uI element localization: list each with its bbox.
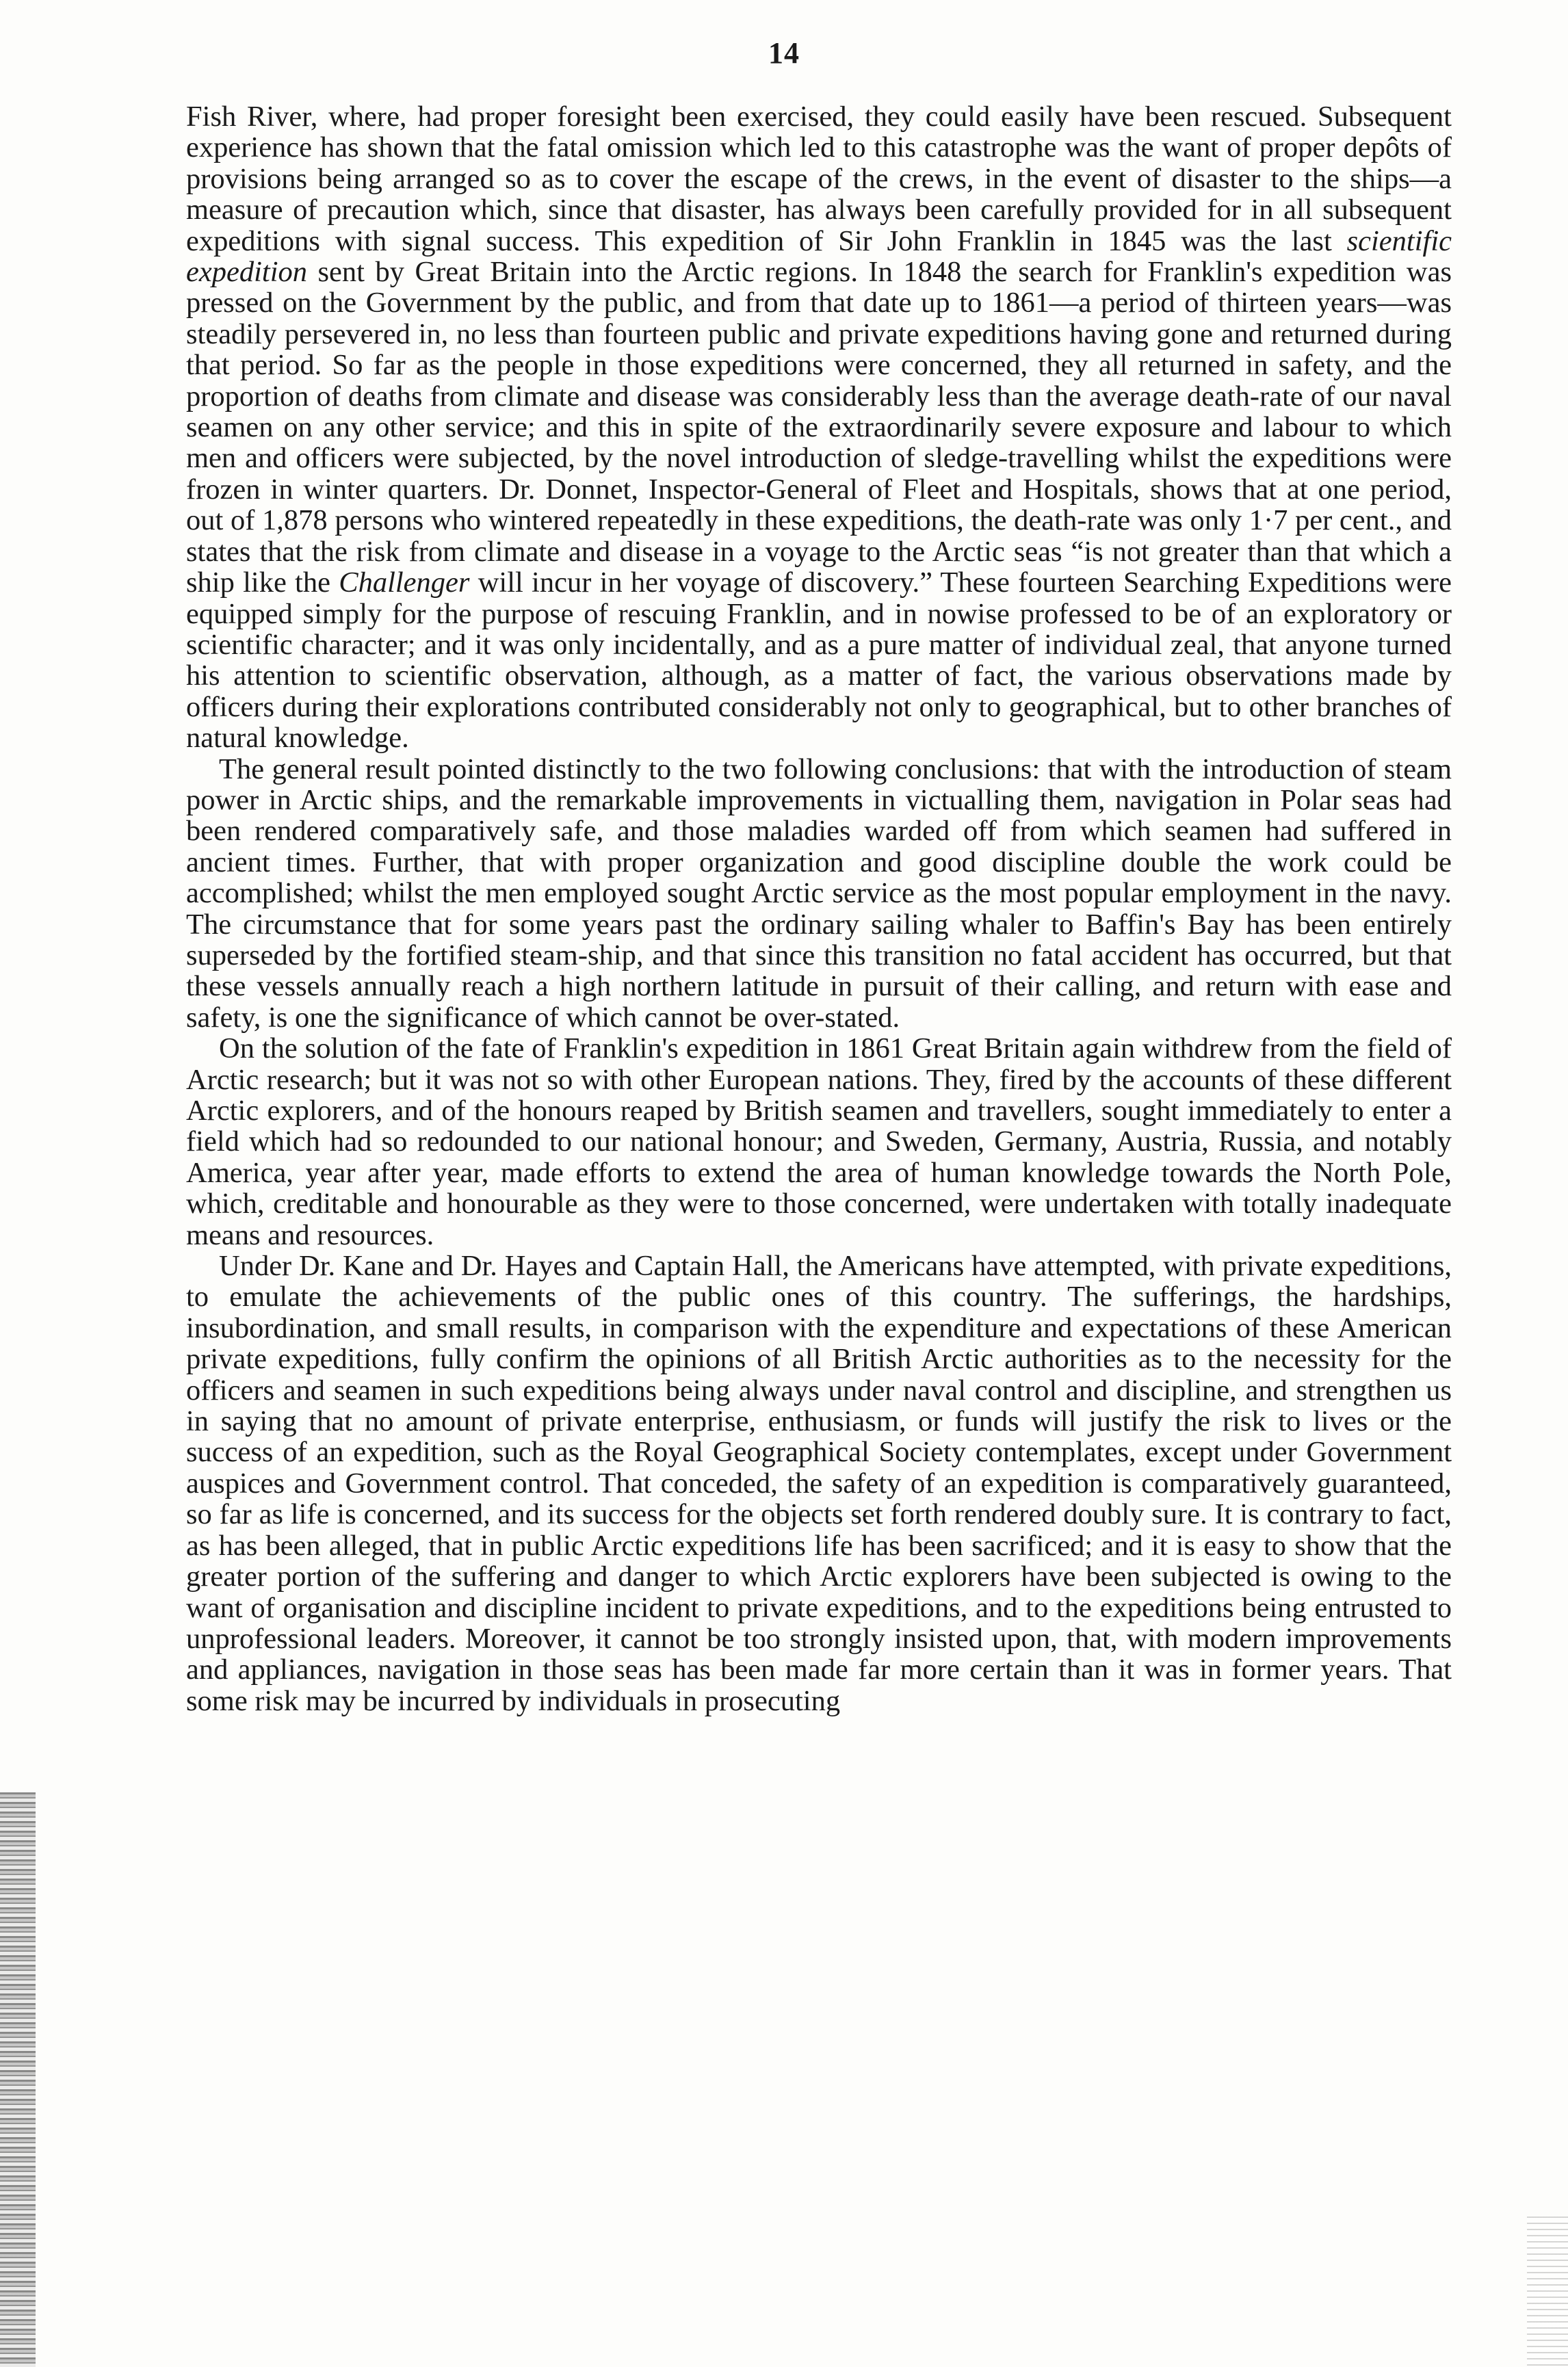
body-text bbox=[186, 101, 1452, 1716]
italic-phrase: scientific expedition bbox=[186, 224, 1452, 289]
paragraph bbox=[186, 101, 1452, 754]
text-run: will incur in her voyage of discovery.” These fourteen Searching Expeditions were equipped simply for the purpose of rescuing Franklin, and in nowise professed to be of an exploratory or scientific character; and it was only incidentally, and as a pure matter of individual zeal, that anyone turned his attention to scientific observation, although, as a matter of fact, the various observations made by officers during their explorations contributed considerably not only to geographical, but to other branches of natural knowledge. bbox=[186, 566, 1452, 755]
text-run: Fish River, where, had proper foresight been exercised, they could easily have been rescued. Subsequent experience has shown that the fatal omission which led to this catastrophe was the want of proper depôts of provisions being arranged so as to cover the escape of the crews, in the event of disaster to the ships—a measure of precaution which, since that disaster, has always been carefully provided for in all subsequent expeditions with signal success. This expedition of Sir John Franklin in 1845 was the last bbox=[186, 101, 1452, 257]
text-run: Under Dr. Kane and Dr. Hayes and Captain Hall, the Americans have attempted, with private expeditions, to emulate the achievements of the public ones of this country. The sufferings, the hardships, insubordination, and small results, in comparison with the expenditure and expectations of these American private expeditions, fully confirm the opinions of all British Arctic authorities as to the necessity for the officers and seamen in such expeditions being always under naval control and discipline, and strengthen us in saying that no amount of private enterprise, enthusiasm, or funds will justify the risk to lives or the success of an expedition, such as the Royal Geographical Society contemplates, except under Government auspices and Government control. That conceded, the safety of an expedition is comparatively guaranteed, so far as life is concerned, and its success for the objects set forth rendered doubly sure. It is contrary to fact, as has been alleged, that in public Arctic expeditions life has been sacrificed; and it is easy to show that the greater portion of the suffering and danger to which Arctic explorers have been subjected is owing to the want of organisation and discipline incident to private expeditions, and to the expeditions being entrusted to unprofessional leaders. Moreover, it cannot be too strongly insisted upon, that, with modern improvements and appliances, navigation in those seas has been made far more certain than it was in former years. That some risk may be incurred by individuals in prosecuting bbox=[186, 1250, 1452, 1717]
text-run: On the solution of the fate of Franklin's expedition in 1861 Great Britain again withdrew from the field of Arctic research; but it was not so with other European nations. They, fired by the accounts of these different Arctic explorers, and of the honours reaped by British seamen and travellers, sought immediately to enter a field which had so redounded to our national honour; and Sweden, Germany, Austria, Russia, and notably America, year after year, made efforts to extend the area of human knowledge towards the North Pole, which, creditable and honourable as they were to those concerned, were undertaken with totally inadequate means and resources. bbox=[186, 1032, 1452, 1251]
scan-edge-artifact bbox=[1527, 2216, 1568, 2367]
scan-edge-artifact bbox=[0, 1792, 36, 2367]
paragraph bbox=[186, 754, 1452, 1034]
paragraph bbox=[186, 1033, 1452, 1251]
page-number: 14 bbox=[768, 36, 800, 70]
text-run: sent by Great Britain into the Arctic regions. In 1848 the search for Franklin's expedition was pressed on the Government by the public, and from that date up to 1861—a period of thirteen years—was steadily persevered in, no less than fourteen public and private expeditions having gone and returned during that period. So far as the people in those expeditions were concerned, they all returned in safety, and the proportion of deaths from climate and disease was considerably less than the average death-rate of our naval seamen on any other service; and this in spite of the extraordinarily severe exposure and labour to which men and officers were subjected, by the novel introduction of sledge-travelling whilst the expeditions were frozen in winter quarters. Dr. Donnet, Inspector-General of Fleet and Hospitals, shows that at one period, out of 1,878 persons who wintered repeatedly in these expeditions, the death-rate was only 1·7 per cent., and states that the risk from climate and disease in a voyage to the Arctic seas “is not greater than that which a ship like the bbox=[186, 256, 1452, 599]
text-run: The general result pointed distinctly to the two following conclusions: that with the introduction of steam power in Arctic ships, and the remarkable improvements in victualling them, navigation in Polar seas had been rendered comparatively safe, and those maladies warded off from which seamen had suffered in ancient times. Further, that with proper organization and good discipline double the work could be accomplished; whilst the men employed sought Arctic service as the most popular employment in the navy. The circumstance that for some years past the ordinary sailing whaler to Baffin's Bay has been entirely superseded by the fortified steam-ship, and that since this transition no fatal accident has occurred, but that these vessels annually reach a high northern latitude in pursuit of their calling, and return with ease and safety, is one the significance of which cannot be over-stated. bbox=[186, 753, 1452, 1034]
paragraph bbox=[186, 1251, 1452, 1716]
ship-name: Challenger bbox=[339, 566, 470, 599]
